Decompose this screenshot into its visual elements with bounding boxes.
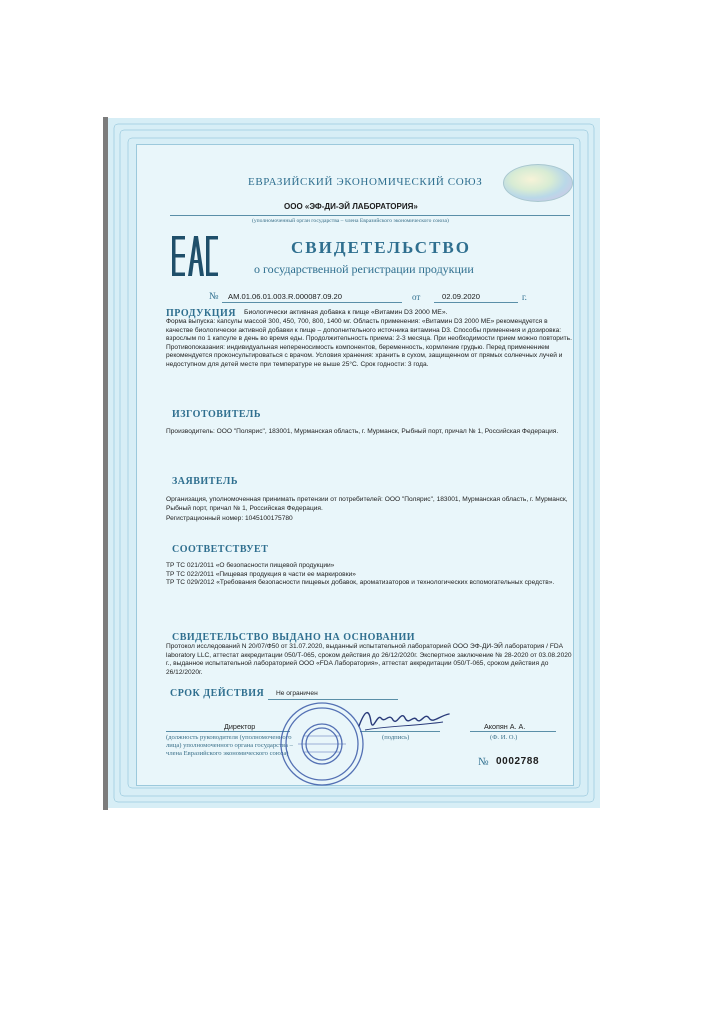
- applicant-text: Организация, уполномоченная принимать претензии от потребителей: ООО "Полярис", 183001, Мурманская область, г. Мурманск, Рыбный порт, причал № 1, Российская Федерация.: [166, 496, 568, 512]
- role-caption: (должность руководителя (уполномоченного лица) уполномоченного органа государства – члена Евразийского экономического союза): [166, 734, 293, 757]
- certificate-subtitle: о государственной регистрации продукции: [254, 262, 474, 276]
- date-line: [434, 302, 518, 303]
- name-line: [470, 731, 556, 732]
- union-name: ЕВРАЗИЙСКИЙ ЭКОНОМИЧЕСКИЙ СОЮЗ: [248, 176, 483, 188]
- number-line: [222, 302, 402, 303]
- regulation-item-1: ТР ТС 021/2011 «О безопасности пищевой продукции»: [166, 562, 335, 569]
- certificate-title: СВИДЕТЕЛЬСТВО: [291, 238, 471, 257]
- certificate-number: АМ.01.06.01.003.R.000087.09.20: [228, 292, 342, 301]
- certificate-date: 02.09.2020: [442, 292, 481, 301]
- conforms-heading: СООТВЕТСТВУЕТ: [172, 544, 269, 555]
- regulation-item-3: ТР ТС 029/2012 «Требования безопасности пищевых добавок, ароматизаторов и технологических вспомогательных средств».: [166, 579, 555, 586]
- organization-caption: (уполномоченный орган государства – члена Евразийского экономического союза): [252, 218, 449, 224]
- manufacturer-heading: ИЗГОТОВИТЕЛЬ: [172, 409, 261, 420]
- organization-name: ООО «ЭФ-ДИ-ЭЙ ЛАБОРАТОРИЯ»: [284, 202, 418, 211]
- role-line: [166, 731, 290, 732]
- date-prefix: от: [412, 292, 421, 302]
- name-caption: (Ф. И. О.): [490, 734, 518, 741]
- validity-value: Не ограничен: [276, 690, 318, 697]
- date-suffix: г.: [522, 292, 527, 302]
- handwritten-signature: [355, 704, 455, 736]
- signatory-name: Акопян А. А.: [484, 722, 526, 731]
- signatory-role: Директор: [224, 722, 256, 731]
- signature-caption: (подпись): [382, 734, 410, 741]
- hologram: [503, 164, 573, 202]
- basis-text: Протокол исследований N 20/07/Ф50 от 31.07.2020, выданный испытательной лабораторией ООО ЭФ-ДИ-ЭЙ лаборатория / FDA laboratory LLC, аттестат аккредитации 050/Т-065, сроком действия до 26/12/2020г. Экспертное заключение № 28-2020 от 03.08.2020 г., выданное испытательной лабораторией ООО «FDA Лаборатория», аттестат аккредитации 050/Т-065, сроком действия до 26/12/2020г.: [166, 643, 572, 676]
- serial-number: 0002788: [496, 756, 540, 767]
- regulation-item-2: ТР ТС 022/2011 «Пищевая продукция в части ее маркировки»: [166, 571, 356, 578]
- validity-heading: СРОК ДЕЙСТВИЯ: [170, 688, 265, 699]
- basis-heading: СВИДЕТЕЛЬСТВО ВЫДАНО НА ОСНОВАНИИ: [172, 632, 416, 643]
- organization-line: [170, 215, 570, 216]
- eac-logo: [172, 236, 218, 276]
- product-description: Форма выпуска: капсулы массой 300, 450, 700, 800, 1400 мг. Область применения: «Витамин D3 2000 МЕ» рекомендуется в качестве биологически активной добавки к пище – дополнительного источника витамина D3. Способы применения и дозировка: взрослым по 1 капсуле в день во время еды. Продолжительность приема: 2-3 месяца. При необходимости прием можно повторить. Противопоказания: индивидуальная непереносимость компонентов, беременность, кормление грудью. Перед применением рекомендуется проконсультироваться с врачом. Условия хранения: хранить в сухом, защищенном от прямых солнечных лучей и недоступном для детей месте при температуре не выше 25°С. Срок годности: 3 года.: [166, 318, 572, 368]
- official-stamp: [278, 700, 366, 788]
- applicant-heading: ЗАЯВИТЕЛЬ: [172, 476, 238, 487]
- applicant-reg-number: Регистрационный номер: 1045100175780: [166, 515, 293, 522]
- number-sign: №: [209, 291, 219, 302]
- product-name: Биологически активная добавка к пище «Витамин D3 2000 МЕ».: [244, 309, 448, 316]
- serial-sign: №: [478, 756, 489, 768]
- product-heading: ПРОДУКЦИЯ: [166, 308, 236, 319]
- manufacturer-text: Производитель: ООО "Полярис", 183001, Мурманская область, г. Мурманск, Рыбный порт, причал № 1, Российская Федерация.: [166, 428, 559, 435]
